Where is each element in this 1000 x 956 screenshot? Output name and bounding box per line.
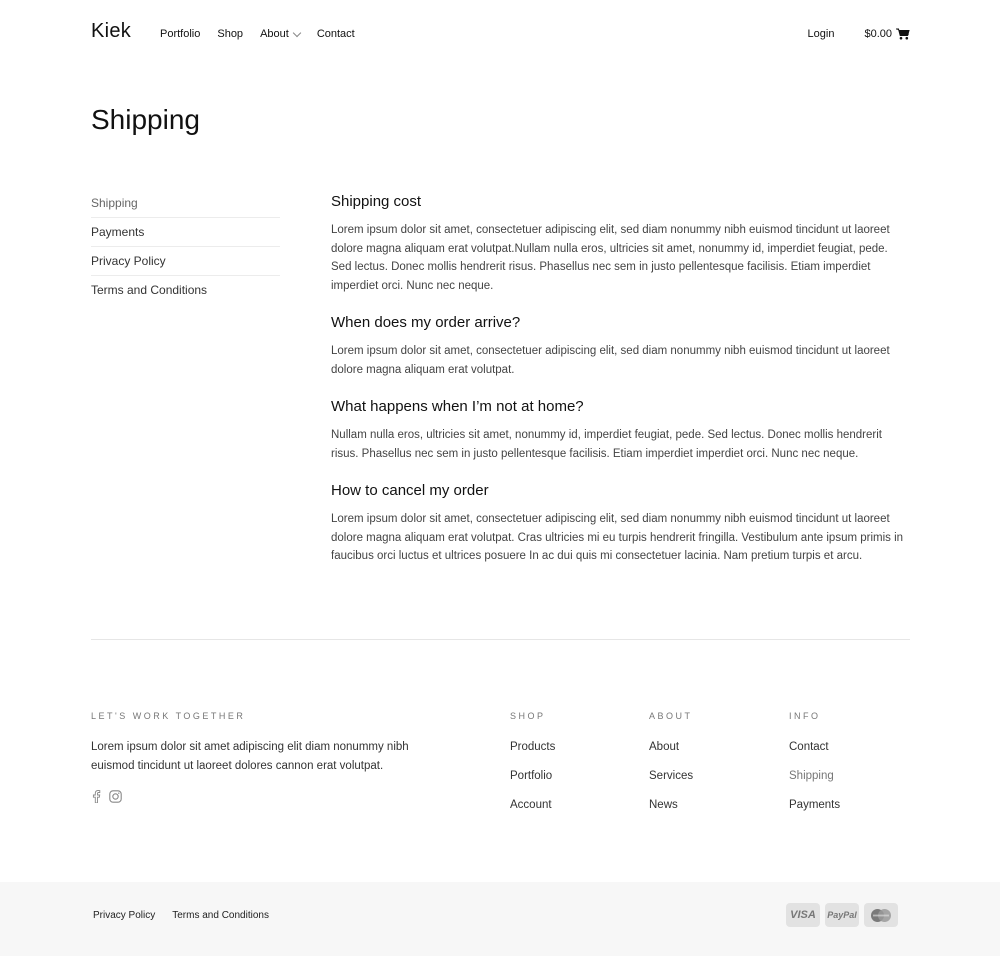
footer-link-news[interactable]: News — [649, 799, 678, 811]
section-heading: When does my order arrive? — [331, 314, 521, 331]
instagram-icon[interactable] — [109, 790, 122, 803]
footer-link-payments[interactable]: Payments — [789, 799, 841, 811]
nav-label: Contact — [316, 28, 355, 40]
footer-link-shipping[interactable]: Shipping — [789, 770, 834, 782]
nav-item-contact[interactable] — [317, 28, 355, 40]
nav-label: About — [260, 28, 289, 40]
sidebar-nav — [91, 189, 280, 305]
nav-label: Shop — [217, 28, 244, 40]
sidebar-item-terms[interactable]: Terms and Conditions — [91, 283, 208, 297]
section-order-arrival — [331, 313, 911, 379]
footer-intro-text: Lorem ipsum dolor sit amet adipiscing elit diam nonummy nibh euismod tincidunt ut laoreet dolores cannon erat volutpat. — [91, 741, 409, 772]
footer-link-portfolio[interactable]: Portfolio — [510, 770, 553, 782]
section-cancel-order — [331, 481, 911, 566]
section-heading: What happens when I’m not at home? — [331, 398, 584, 415]
footer-column-about — [649, 711, 769, 813]
main-nav — [160, 28, 355, 40]
footer-link-contact[interactable]: Contact — [789, 741, 829, 753]
page-title: Shipping — [91, 104, 200, 135]
sidebar-item-shipping[interactable]: Shipping — [91, 189, 280, 218]
site-header — [0, 0, 1000, 72]
section-body: Lorem ipsum dolor sit amet, consectetuer adipiscing elit, sed diam nonummy nibh euismod tincidunt ut laoreet dolore magna aliquam erat volutpat. Cras ultricies mi eu turpis hendrerit fringilla. Vestibulum ante ipsum primis in faucibus orci luctus et ultrices posuere In ac dui quis mi consectetuer lacinia. Nam pretium turpis et arcu. — [331, 513, 904, 562]
bottom-bar — [0, 882, 1000, 956]
site-logo[interactable]: Kiek — [91, 20, 132, 42]
shopping-cart-icon — [896, 28, 910, 40]
chevron-down-icon — [293, 28, 301, 36]
section-heading: Shipping cost — [331, 193, 422, 210]
nav-item-portfolio[interactable] — [160, 28, 200, 40]
bottom-link-terms[interactable]: Terms and Conditions — [172, 910, 269, 921]
footer-link-account[interactable]: Account — [510, 799, 552, 811]
bottom-link-privacy-policy[interactable]: Privacy Policy — [93, 910, 156, 921]
facebook-icon[interactable] — [91, 790, 101, 803]
cart-button[interactable] — [864, 28, 910, 40]
paypal-icon: PayPal — [825, 903, 859, 927]
footer-divider — [91, 639, 910, 640]
footer-column-heading: INFO — [789, 711, 821, 721]
social-links — [91, 790, 421, 803]
section-body: Lorem ipsum dolor sit amet, consectetuer adipiscing elit, sed diam nonummy nibh euismod tincidunt ut laoreet dolore magna aliquam erat volutpat.Nullam nulla eros, ultricies sit amet, nonummy id, imperdiet feugiat, pede. Sed lectus. Donec mollis hendrerit risus. Phasellus nec sem in justo pellentesque facilisis. Etiam imperdiet imperdiet orci. Nunc nec neque. — [331, 224, 890, 292]
visa-icon: VISA — [786, 903, 820, 927]
footer-column-info — [789, 711, 909, 813]
footer-column-heading: SHOP — [510, 711, 546, 721]
section-shipping-cost — [331, 192, 911, 295]
login-link[interactable]: Login — [807, 28, 835, 40]
bottom-links — [93, 910, 269, 921]
footer-heading: LET'S WORK TOGETHER — [91, 711, 246, 721]
payment-methods — [786, 903, 898, 927]
section-body: Nullam nulla eros, ultricies sit amet, nonummy id, imperdiet feugiat, pede. Sed lectus. Donec mollis hendrerit risus. Phasellus nec sem in justo pellentesque facilisis. Etiam imperdiet imperdiet orci. Nunc nec neque. — [331, 429, 882, 460]
section-heading: How to cancel my order — [331, 482, 489, 499]
main-content — [331, 192, 911, 584]
section-body: Lorem ipsum dolor sit amet, consectetuer adipiscing elit, sed diam nonummy nibh euismod tincidunt ut laoreet dolore magna aliquam erat volutpat. — [331, 345, 890, 376]
sidebar-item-privacy-policy[interactable]: Privacy Policy — [91, 247, 280, 276]
footer-link-services[interactable]: Services — [649, 770, 694, 782]
nav-item-about[interactable] — [260, 28, 300, 40]
cart-total: $0.00 — [864, 28, 892, 40]
nav-label: Portfolio — [160, 28, 201, 40]
footer-link-about[interactable]: About — [649, 741, 680, 753]
footer-link-products[interactable]: Products — [510, 741, 556, 753]
footer-column-shop — [510, 711, 630, 813]
section-not-at-home — [331, 397, 911, 463]
header-actions — [808, 28, 910, 40]
footer-column-heading: ABOUT — [649, 711, 693, 721]
sidebar-item-payments[interactable]: Payments — [91, 218, 280, 247]
mastercard-icon — [864, 903, 898, 927]
nav-item-shop[interactable] — [217, 28, 243, 40]
footer-intro — [91, 711, 421, 803]
